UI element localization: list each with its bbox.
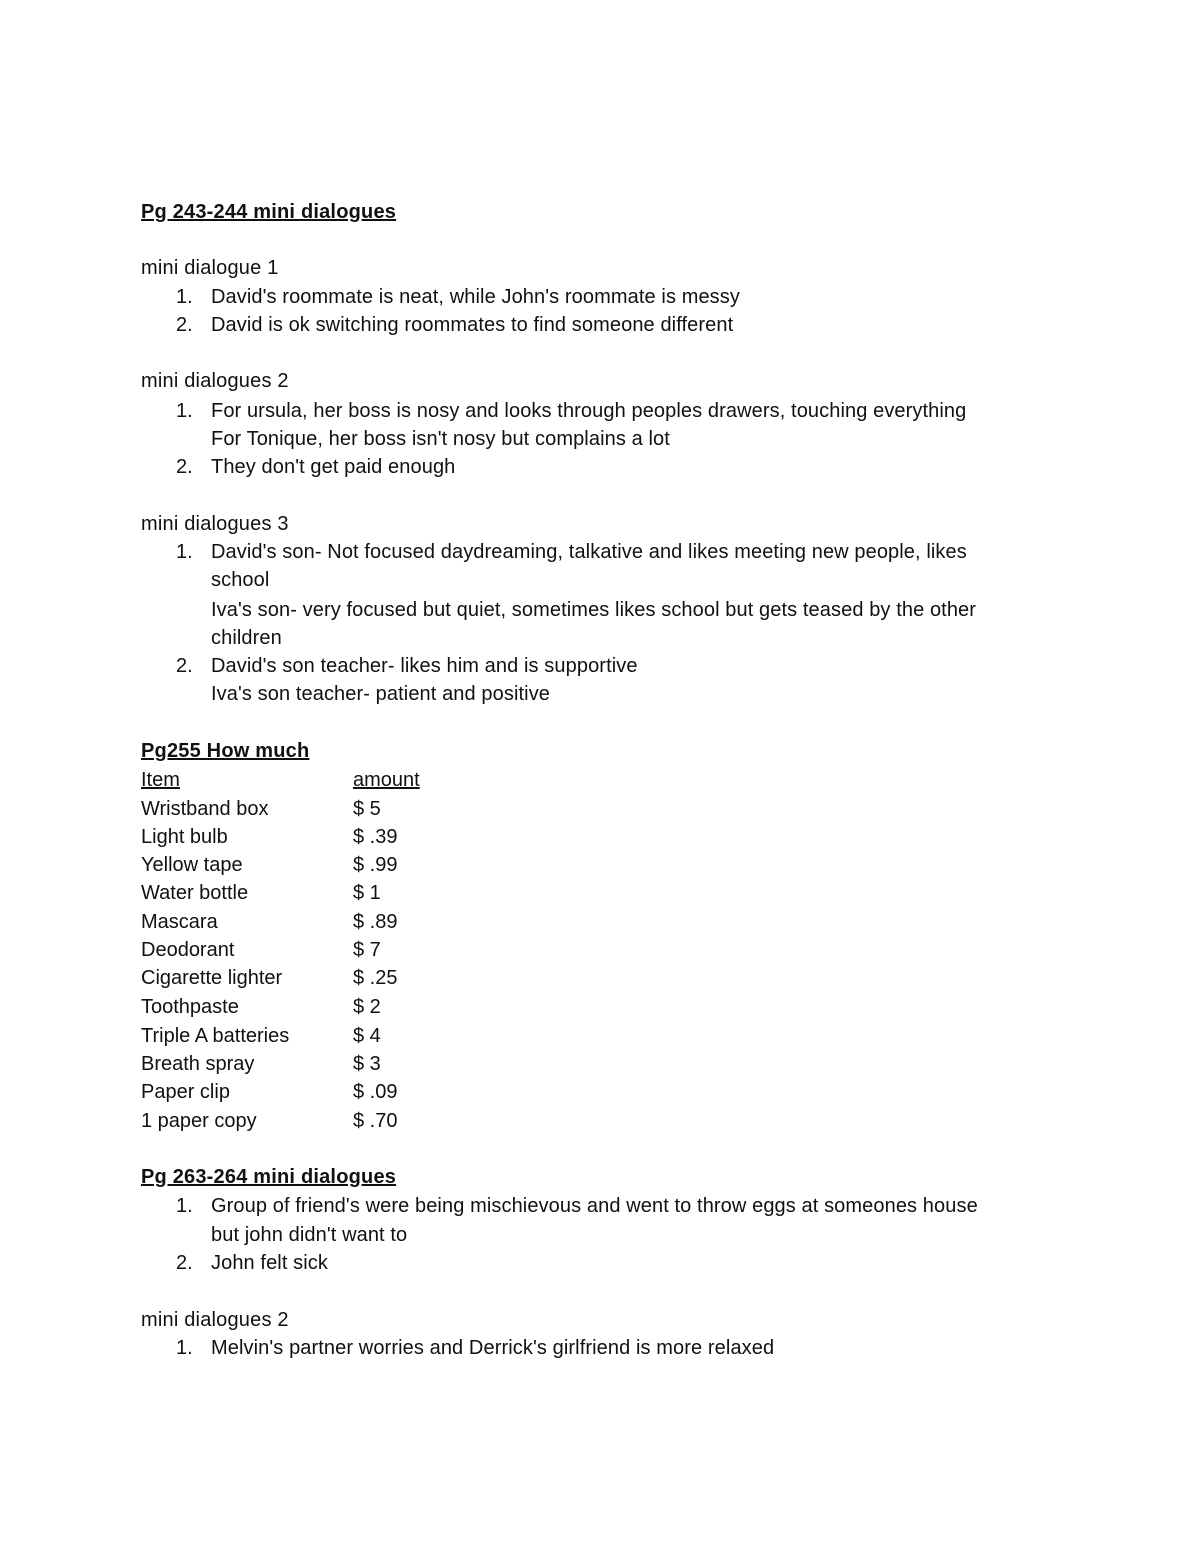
- table-cell-item: Toothpaste: [141, 996, 239, 1018]
- list-item: For ursula, her boss is nosy and looks through peoples drawers, touching everything: [211, 400, 967, 422]
- table-cell-amount: $ .99: [353, 854, 398, 876]
- section-heading: Pg 243-244 mini dialogues: [141, 201, 397, 223]
- list-number: 1.: [176, 541, 193, 563]
- list-item: David's son- Not focused daydreaming, talkative and likes meeting new people, likes: [211, 541, 967, 563]
- list-item: David's roommate is neat, while John's roommate is messy: [211, 286, 740, 308]
- table-cell-item: Deodorant: [141, 939, 235, 961]
- table-header-amount: amount: [353, 769, 420, 791]
- table-cell-amount: $ .09: [353, 1081, 398, 1103]
- table-cell-amount: $ .89: [353, 911, 398, 933]
- list-item: Melvin's partner worries and Derrick's girlfriend is more relaxed: [211, 1337, 775, 1359]
- table-cell-amount: $ .39: [353, 826, 398, 848]
- list-item-continuation: but john didn't want to: [211, 1224, 408, 1246]
- table-cell-amount: $ 2: [353, 996, 381, 1018]
- table-cell-item: Cigarette lighter: [141, 967, 283, 989]
- list-number: 1.: [176, 1195, 193, 1217]
- list-number: 2.: [176, 655, 193, 677]
- list-item-continuation: For Tonique, her boss isn't nosy but complains a lot: [211, 428, 670, 450]
- list-number: 2.: [176, 456, 193, 478]
- list-item: John felt sick: [211, 1252, 329, 1274]
- list-item: Group of friend's were being mischievous and went to throw eggs at someones house: [211, 1195, 978, 1217]
- dialogue-label: mini dialogues 2: [141, 1309, 289, 1331]
- list-item: David is ok switching roommates to find someone different: [211, 314, 734, 336]
- list-number: 1.: [176, 286, 193, 308]
- list-number: 1.: [176, 400, 193, 422]
- section-heading: Pg255 How much: [141, 740, 310, 762]
- table-cell-item: Wristband box: [141, 798, 269, 820]
- table-cell-item: Yellow tape: [141, 854, 243, 876]
- table-cell-amount: $ 4: [353, 1025, 381, 1047]
- table-cell-amount: $ .70: [353, 1110, 398, 1132]
- list-number: 2.: [176, 314, 193, 336]
- table-cell-item: 1 paper copy: [141, 1110, 257, 1132]
- table-cell-item: Water bottle: [141, 882, 249, 904]
- table-cell-item: Breath spray: [141, 1053, 255, 1075]
- dialogue-label: mini dialogue 1: [141, 257, 279, 279]
- list-item: They don't get paid enough: [211, 456, 456, 478]
- table-header-item: Item: [141, 769, 180, 791]
- table-cell-amount: $ 3: [353, 1053, 381, 1075]
- dialogue-label: mini dialogues 2: [141, 370, 289, 392]
- list-item: David's son teacher- likes him and is supportive: [211, 655, 638, 677]
- table-cell-amount: $ 7: [353, 939, 381, 961]
- table-cell-amount: $ 5: [353, 798, 381, 820]
- table-cell-item: Mascara: [141, 911, 218, 933]
- list-item-continuation: children: [211, 627, 282, 649]
- list-number: 1.: [176, 1337, 193, 1359]
- table-cell-amount: $ 1: [353, 882, 381, 904]
- list-item-continuation: Iva's son teacher- patient and positive: [211, 683, 551, 705]
- dialogue-label: mini dialogues 3: [141, 513, 289, 535]
- table-cell-item: Paper clip: [141, 1081, 230, 1103]
- list-item-continuation: Iva's son- very focused but quiet, sometimes likes school but gets teased by the other: [211, 599, 977, 621]
- section-heading: Pg 263-264 mini dialogues: [141, 1166, 397, 1188]
- table-cell-amount: $ .25: [353, 967, 398, 989]
- list-item-continuation: school: [211, 569, 270, 591]
- table-cell-item: Light bulb: [141, 826, 228, 848]
- list-number: 2.: [176, 1252, 193, 1274]
- table-cell-item: Triple A batteries: [141, 1025, 290, 1047]
